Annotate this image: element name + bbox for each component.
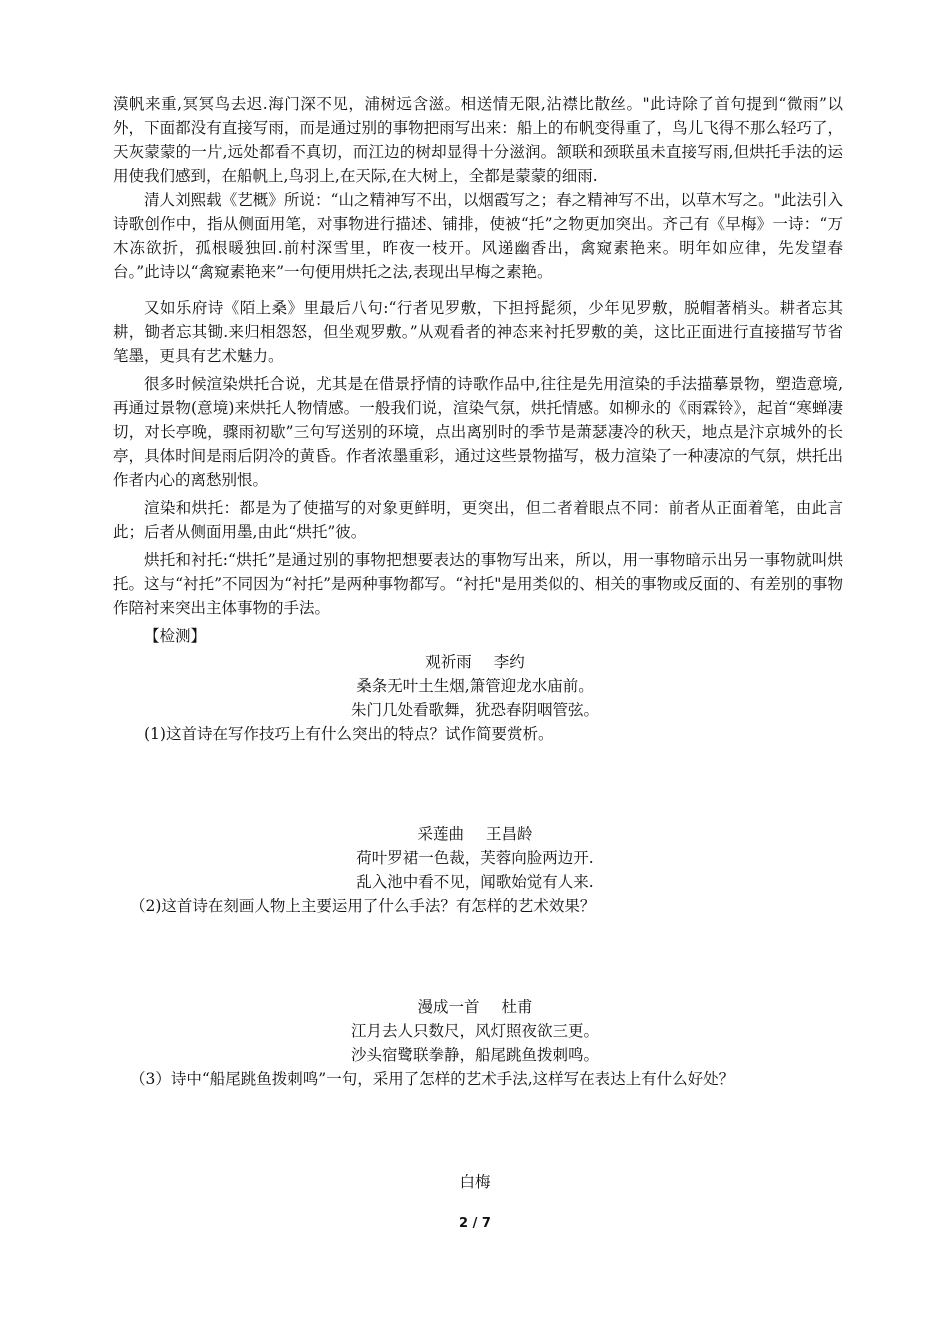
question: （3）诗中“船尾跳鱼拨刺鸣”一句，采用了怎样的艺术手法,这样写在表达上有什么好处？	[130, 1070, 735, 1088]
question: （2)这首诗在刻画人物上主要运用了什么手法？有怎样的艺术效果？	[130, 897, 596, 915]
poem-line: 沙头宿鹭联拳静，船尾跳鱼拨刺鸣。	[350, 1046, 599, 1064]
paragraph: 很多时候渲染烘托合说，尤其是在借景抒情的诗歌作品中,往往是先用渲染的手法描摹景物，塑造意境,再通过景物(意境)来烘托人物情感。一般我们说，渲染气氛，烘托情感。如柳永的《雨霖铃》，起首“寒蝉凄切，对长亭晚，骤雨初歇”三句写送别的环境，点出离别时的季节是萧瑟凄冷的秋天，地点是汴京城外的长亭，具体时间是雨后阴冷的黄昏。作者浓墨重彩，通过这些景物描写，极力渲染了一种凄凉的气氛，烘托出作者内心的离愁别恨。	[113, 375, 843, 489]
poem-line: 荷叶罗裙一色裁，芙蓉向脸两边开.	[356, 849, 594, 867]
section-label: 【检测】	[144, 627, 207, 645]
page-number: 2 / 7	[459, 1216, 491, 1231]
poem-title-text: 观祈雨	[425, 653, 472, 671]
poem-line: 江月去人只数尺，风灯照夜欲三更。	[350, 1022, 599, 1040]
paragraph: 烘托和衬托:“烘托”是通过别的事物把想要表达的事物写出来，所以，用一事物暗示出另一事物就叫烘托。这与“衬托”不同因为“衬托”是两种事物都写。“衬托"是用类似的、相关的事物或反面的、有差别的事物作陪衬来突出主体事物的手法。	[113, 551, 843, 617]
poem-line: 朱门几处看歌舞，犹恐春阴咽管弦。	[350, 701, 599, 719]
paragraph: 又如乐府诗《陌上桑》里最后八句:“行者见罗敷，下担捋髭须，少年见罗敷，脱帽著梢头。耕者忘其耕，锄者忘其锄.来归相怨怒，但坐观罗敷。”从观看者的神态来衬托罗敷的美，这比正面进行直接描写节省笔墨，更具有艺术魅力。	[113, 299, 843, 365]
paragraph: 漠帆来重,冥冥鸟去迟.海门深不见，浦树远含滋。相送情无限,沾襟比散丝。"此诗除了首句提到“微雨”以外，下面都没有直接写雨，而是通过别的事物把雨写出来：船上的布帆变得重了，鸟儿飞得不那么轻巧了，天灰蒙蒙的一片,远处都看不真切，而江边的树却显得十分滋润。颔联和颈联虽未直接写雨,但烘托手法的运用使我们感到，在船帆上,鸟羽上,在天际,在大树上，全都是蒙蒙的细雨.	[113, 95, 843, 185]
poem-line: 乱入池中看不见，闻歌始觉有人来.	[356, 873, 594, 891]
poem-author: 王昌龄	[486, 825, 533, 843]
poem-title	[0, 995, 950, 1019]
paragraph: 清人刘熙载《艺概》所说：“山之精神写不出，以烟霞写之；春之精神写不出，以草木写之。"此法引入诗歌创作中，指从侧面用笔，对事物进行描述、铺排，使被“托”之物更加突出。齐己有《早梅》一诗：“万木冻欲折，孤根暖独回.前村深雪里，昨夜一枝开。风递幽香出，禽窥素艳来。明年如应律，先发望春台。”此诗以“禽窥素艳来”一句便用烘托之法,表现出早梅之素艳。	[113, 191, 843, 281]
poem-title	[0, 650, 950, 674]
poem-author: 杜甫	[501, 998, 533, 1016]
poem-title-text: 采莲曲	[417, 825, 464, 843]
paragraph: 渲染和烘托：都是为了使描写的对象更鲜明，更突出，但二者着眼点不同：前者从正面着笔，由此言此；后者从侧面用墨,由此“烘托”彼。	[113, 499, 843, 541]
next-poem-title: 白梅	[459, 1173, 491, 1191]
poem-line: 桑条无叶土生烟,箫管迎龙水庙前。	[356, 677, 594, 695]
question: (1)这首诗在写作技巧上有什么突出的特点？试作简要赏析。	[144, 725, 554, 743]
poem-title-text: 漫成一首	[417, 998, 480, 1016]
poem-author: 李约	[493, 653, 525, 671]
poem-title	[0, 822, 950, 846]
